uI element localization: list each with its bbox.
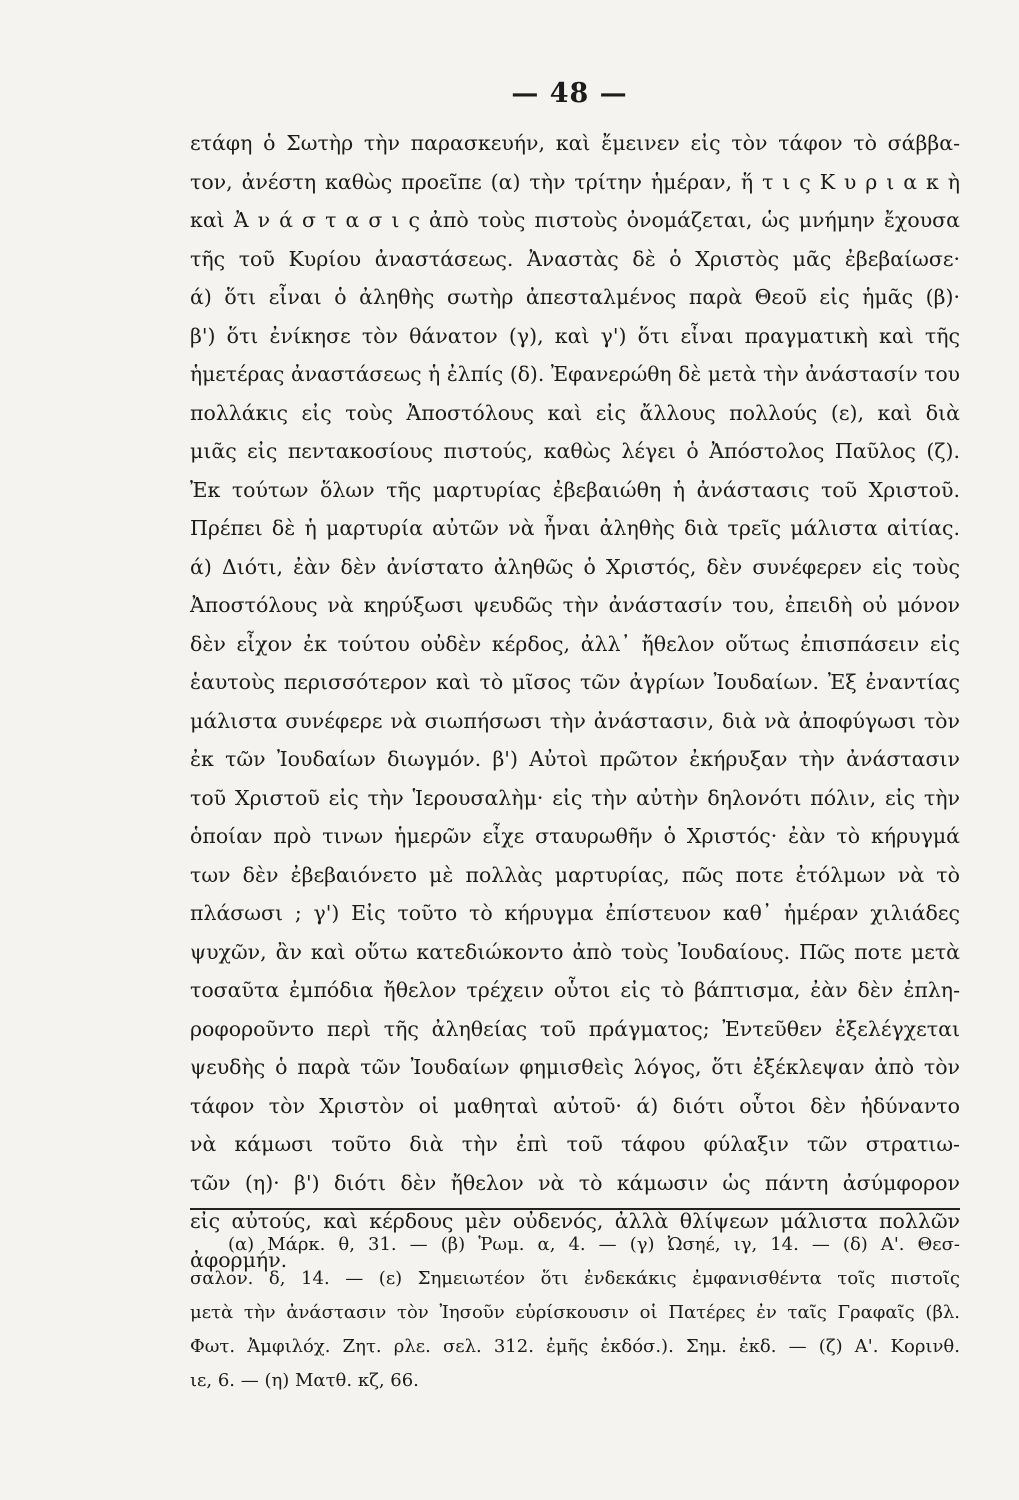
text-line: καὶ Ἀ ν ά σ τ α σ ι ς ἀπὸ τοὺς πιστοὺς ὀνομάζεται, ὡς μνήμην ἔχουσα <box>190 208 960 232</box>
footnote-line: ιε, 6. — (η) Ματθ. κζ, 66. <box>190 1370 419 1391</box>
text-line: εἰς αὐτούς, καὶ κέρδους μὲν οὐδενός, ἀλλὰ θλίψεων μάλιστα πολλῶν <box>190 1209 960 1233</box>
footnote-line: (α) Μάρκ. θ, 31. — (β) Ῥωμ. α, 4. — (γ) Ὠσηέ, ιγ, 14. — (δ) Α'. Θεσ- <box>228 1234 960 1255</box>
text-line: Ἀποστόλους νὰ κηρύξωσι ψευδῶς τὴν ἀνάστασίν του, ἐπειδὴ οὐ μόνον <box>190 593 960 617</box>
text-line: τῶν (η)· β') διότι δὲν ἤθελον νὰ τὸ κάμωσιν ὡς πάντη ἀσύμφορον <box>190 1170 960 1195</box>
page-number: — 48 — <box>511 78 628 109</box>
text-line: νὰ κάμωσι τοῦτο διὰ τὴν ἐπὶ τοῦ τάφου φύλαξιν τῶν στρατιω- <box>190 1132 960 1156</box>
footnote-divider <box>190 1208 960 1210</box>
text-line: τον, ἀνέστη καθὼς προεῖπε (α) τὴν τρίτην ἡμέραν, ἥ τ ι ς Κ υ ρ ι α κ ὴ <box>190 169 960 194</box>
text-line: τῆς τοῦ Κυρίου ἀναστάσεως. Ἀναστὰς δὲ ὁ Χριστὸς μᾶς ἐβεβαίωσε· <box>190 246 960 271</box>
footnote-line: Φωτ. Ἀμφιλόχ. Ζητ. ρλε. σελ. 312. ἐμῆς ἐκδόσ.). Σημ. ἐκδ. — (ζ) Α'. Κορινθ. <box>190 1336 960 1357</box>
text-line: Ἐκ τούτων ὅλων τῆς μαρτυρίας ἐβεβαιώθη ἡ ἀνάστασις τοῦ Χριστοῦ. <box>190 477 960 502</box>
text-line: ψυχῶν, ἂν καὶ οὕτω κατεδιώκοντο ἀπὸ τοὺς Ἰουδαίους. Πῶς ποτε μετὰ <box>190 939 960 964</box>
text-line: ετάφη ὁ Σωτὴρ τὴν παρασκευήν, καὶ ἔμεινεν εἰς τὸν τάφον τὸ σάββα- <box>190 131 960 155</box>
text-line: ἐκ τῶν Ἰουδαίων διωγμόν. β') Αὐτοὶ πρῶτον ἐκήρυξαν τὴν ἀνάστασιν <box>190 747 960 771</box>
text-line: των δὲν ἐβεβαιόνετο μὲ πολλὰς μαρτυρίας, πῶς ποτε ἐτόλμων νὰ τὸ <box>190 862 960 887</box>
text-line: Πρέπει δὲ ἡ μαρτυρία αὐτῶν νὰ ἦναι ἀληθὴς διὰ τρεῖς μάλιστα αἰτίας. <box>190 516 960 540</box>
text-line: ροφοροῦντο περὶ τῆς ἀληθείας τοῦ πράγματος; Ἐντεῦθεν ἐξελέγχεται <box>190 1016 960 1041</box>
text-line: δὲν εἶχον ἐκ τούτου οὐδὲν κέρδος, ἀλλ᾽ ἤθελον οὕτως ἐπισπάσειν εἰς <box>190 631 960 656</box>
text-line: ἡμετέρας ἀναστάσεως ἡ ἐλπίς (δ). Ἐφανερώθη δὲ μετὰ τὴν ἀνάστασίν του <box>190 362 960 386</box>
text-line: ψευδὴς ὁ παρὰ τῶν Ἰουδαίων φημισθεὶς λόγος, ὅτι ἐξέκλεψαν ἀπὸ τὸν <box>190 1055 960 1079</box>
text-line: μάλιστα συνέφερε νὰ σιωπήσωσι τὴν ἀνάστασιν, διὰ νὰ ἀποφύγωσι τὸν <box>190 708 960 733</box>
text-line: πολλάκις εἰς τοὺς Ἀποστόλους καὶ εἰς ἄλλους πολλούς (ε), καὶ διὰ <box>190 400 960 425</box>
text-line: ά) Διότι, ἐὰν δὲν ἀνίστατο ἀληθῶς ὁ Χριστός, δὲν συνέφερεν εἰς τοὺς <box>190 554 960 579</box>
text-line: πλάσωσι ; γ') Εἰς τοῦτο τὸ κήρυγμα ἐπίστευον καθ᾽ ἡμέραν χιλιάδες <box>190 901 960 925</box>
text-line: τοῦ Χριστοῦ εἰς τὴν Ἱερουσαλὴμ· εἰς τὴν αὐτὴν δηλονότι πόλιν, εἰς τὴν <box>190 785 960 810</box>
text-line: ἀφορμήν. <box>190 1247 288 1272</box>
text-line: ά) ὅτι εἶναι ὁ ἀληθὴς σωτὴρ ἀπεσταλμένος παρὰ Θεοῦ εἰς ἡμᾶς (β)· <box>190 285 960 309</box>
text-line: τοσαῦτα ἐμπόδια ἤθελον τρέχειν οὗτοι εἰς τὸ βάπτισμα, ἐὰν δὲν ἐπλη- <box>190 978 960 1002</box>
text-line: β') ὅτι ἐνίκησε τὸν θάνατον (γ), καὶ γ') ὅτι εἶναι πραγματικὴ καὶ τῆς <box>190 323 960 348</box>
footnote-line: σαλον. δ, 14. — (ε) Σημειωτέον ὅτι ἐνδεκάκις ἐμφανισθέντα τοῖς πιστοῖς <box>190 1268 960 1289</box>
text-line: τάφον τὸν Χριστὸν οἱ μαθηταὶ αὐτοῦ· ά) διότι οὗτοι δὲν ἠδύναντο <box>190 1093 960 1118</box>
footnote-line: μετὰ τὴν ἀνάστασιν τὸν Ἰησοῦν εὑρίσκουσιν οἱ Πατέρες ἐν ταῖς Γραφαῖς (βλ. <box>190 1302 960 1323</box>
text-line: ἑαυτοὺς περισσότερον καὶ τὸ μῖσος τῶν ἀγρίων Ἰουδαίων. Ἐξ ἐναντίας <box>190 670 960 694</box>
text-line: μιᾶς εἰς πεντακοσίους πιστούς, καθὼς λέγει ὁ Ἀπόστολος Παῦλος (ζ). <box>190 439 960 463</box>
footnotes <box>190 1228 960 1398</box>
text-line: ὁποίαν πρὸ τινων ἡμερῶν εἶχε σταυρωθῆν ὁ Χριστός· ἐὰν τὸ κήρυγμά <box>190 824 960 848</box>
main-text <box>190 124 960 1279</box>
